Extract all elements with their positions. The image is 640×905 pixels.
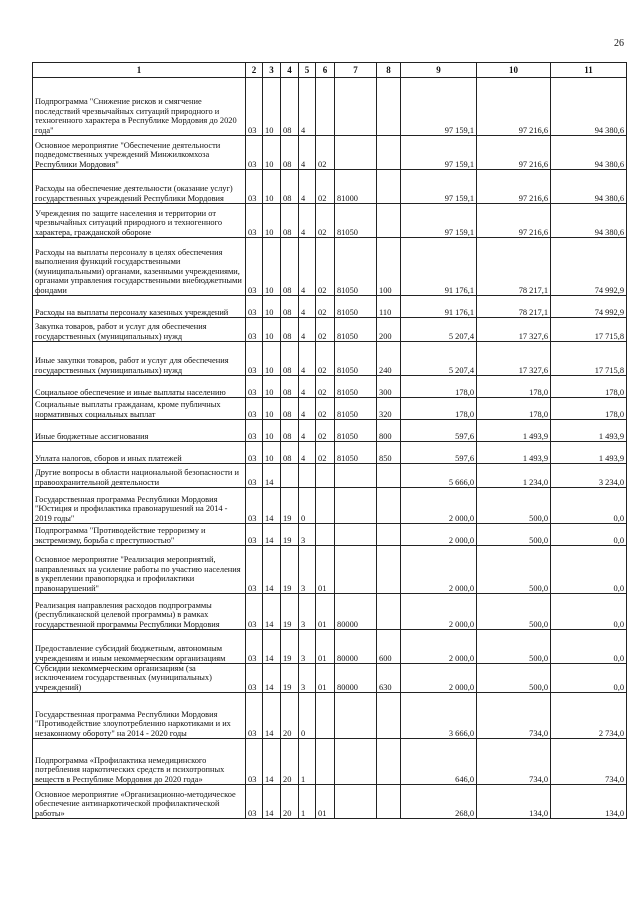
cell-v10: 734,0 bbox=[477, 739, 551, 785]
table-row bbox=[33, 398, 627, 420]
cell-c3: 10 bbox=[263, 318, 281, 342]
cell-c3: 10 bbox=[263, 342, 281, 376]
cell-v9: 597,6 bbox=[401, 420, 477, 442]
cell-c8: 100 bbox=[377, 238, 401, 296]
cell-c2: 03 bbox=[246, 170, 263, 204]
table-row bbox=[33, 594, 627, 630]
page-number: 26 bbox=[614, 38, 624, 49]
cell-v11: 94 380,6 bbox=[551, 204, 627, 238]
cell-c8 bbox=[377, 739, 401, 785]
cell-v9: 5 207,4 bbox=[401, 318, 477, 342]
cell-c3: 10 bbox=[263, 376, 281, 398]
cell-c3: 14 bbox=[263, 739, 281, 785]
table-row bbox=[33, 318, 627, 342]
cell-c4: 19 bbox=[281, 546, 299, 594]
row-name-cell: Иные бюджетные ассигнования bbox=[33, 420, 246, 442]
cell-c5: 4 bbox=[299, 318, 316, 342]
cell-v9: 3 666,0 bbox=[401, 693, 477, 739]
cell-c3: 10 bbox=[263, 442, 281, 464]
cell-v10: 178,0 bbox=[477, 398, 551, 420]
row-name-cell: Иные закупки товаров, работ и услуг для обеспечения государственных (муниципальных) нужд bbox=[33, 342, 246, 376]
cell-c2: 03 bbox=[246, 342, 263, 376]
cell-c7: 81050 bbox=[335, 376, 377, 398]
cell-v11: 2 734,0 bbox=[551, 693, 627, 739]
row-name-cell: Государственная программа Республики Мордовия "Противодействие злоупотреблению наркотиками и их незаконному обороту" на 2014 - 2020 годы bbox=[33, 693, 246, 739]
cell-v11: 734,0 bbox=[551, 739, 627, 785]
cell-c3: 14 bbox=[263, 785, 281, 819]
cell-c6: 02 bbox=[316, 136, 335, 170]
row-name-cell: Основное мероприятие "Реализация мероприятий, направленных на усиление работы по участию населения в укреплении правопорядка и профилактики правонарушений" bbox=[33, 546, 246, 594]
cell-c6: 01 bbox=[316, 594, 335, 630]
cell-v9: 2 000,0 bbox=[401, 594, 477, 630]
cell-v11: 3 234,0 bbox=[551, 464, 627, 488]
cell-c6: 02 bbox=[316, 170, 335, 204]
cell-c2: 03 bbox=[246, 693, 263, 739]
column-header-10: 10 bbox=[477, 63, 551, 78]
cell-c4: 20 bbox=[281, 739, 299, 785]
cell-c5: 1 bbox=[299, 739, 316, 785]
row-name-cell: Подпрограмма «Профилактика немедицинского потребления наркотических средств и психотропных веществ в Республике Мордовия до 2020 года» bbox=[33, 739, 246, 785]
cell-v9: 97 159,1 bbox=[401, 204, 477, 238]
cell-c6: 02 bbox=[316, 318, 335, 342]
cell-c8 bbox=[377, 594, 401, 630]
table-row bbox=[33, 524, 627, 546]
cell-c4: 08 bbox=[281, 376, 299, 398]
cell-c8: 600 bbox=[377, 630, 401, 664]
cell-c2: 03 bbox=[246, 630, 263, 664]
cell-c8 bbox=[377, 78, 401, 136]
column-header-1: 1 bbox=[33, 63, 246, 78]
cell-v11: 178,0 bbox=[551, 376, 627, 398]
cell-v10: 500,0 bbox=[477, 524, 551, 546]
cell-c4: 20 bbox=[281, 785, 299, 819]
cell-c2: 03 bbox=[246, 78, 263, 136]
cell-c5: 4 bbox=[299, 78, 316, 136]
table-row bbox=[33, 442, 627, 464]
row-name-cell: Субсидии некоммерческим организациям (за исключением государственных (муниципальных) учреждений) bbox=[33, 664, 246, 693]
column-header-4: 4 bbox=[281, 63, 299, 78]
cell-c6: 02 bbox=[316, 204, 335, 238]
cell-c7: 81050 bbox=[335, 318, 377, 342]
cell-c4: 08 bbox=[281, 238, 299, 296]
column-header-8: 8 bbox=[377, 63, 401, 78]
cell-c6: 02 bbox=[316, 398, 335, 420]
table-row bbox=[33, 204, 627, 238]
cell-c7: 81000 bbox=[335, 170, 377, 204]
cell-c3: 10 bbox=[263, 420, 281, 442]
cell-c3: 10 bbox=[263, 170, 281, 204]
cell-v10: 500,0 bbox=[477, 594, 551, 630]
cell-c2: 03 bbox=[246, 488, 263, 524]
header-row bbox=[33, 63, 627, 78]
column-header-5: 5 bbox=[299, 63, 316, 78]
cell-c4: 08 bbox=[281, 342, 299, 376]
cell-c6: 01 bbox=[316, 664, 335, 693]
cell-c4: 08 bbox=[281, 136, 299, 170]
cell-c6 bbox=[316, 488, 335, 524]
cell-c8: 300 bbox=[377, 376, 401, 398]
cell-v10: 500,0 bbox=[477, 488, 551, 524]
cell-v11: 134,0 bbox=[551, 785, 627, 819]
cell-c4: 08 bbox=[281, 420, 299, 442]
cell-c3: 14 bbox=[263, 488, 281, 524]
cell-c5: 4 bbox=[299, 342, 316, 376]
cell-c2: 03 bbox=[246, 594, 263, 630]
cell-c4: 19 bbox=[281, 664, 299, 693]
cell-c3: 10 bbox=[263, 78, 281, 136]
cell-v9: 91 176,1 bbox=[401, 238, 477, 296]
cell-c4: 08 bbox=[281, 442, 299, 464]
cell-v9: 91 176,1 bbox=[401, 296, 477, 318]
table-row bbox=[33, 78, 627, 136]
cell-v9: 5 207,4 bbox=[401, 342, 477, 376]
cell-c4: 19 bbox=[281, 594, 299, 630]
cell-c5: 3 bbox=[299, 546, 316, 594]
cell-c2: 03 bbox=[246, 204, 263, 238]
cell-c5: 3 bbox=[299, 594, 316, 630]
cell-c4: 08 bbox=[281, 398, 299, 420]
row-name-cell: Подпрограмма "Противодействие терроризму и экстремизму, борьба с преступностью" bbox=[33, 524, 246, 546]
cell-c8: 800 bbox=[377, 420, 401, 442]
cell-v9: 97 159,1 bbox=[401, 170, 477, 204]
cell-v9: 178,0 bbox=[401, 398, 477, 420]
cell-c6 bbox=[316, 739, 335, 785]
cell-c7 bbox=[335, 693, 377, 739]
cell-c7: 81050 bbox=[335, 442, 377, 464]
cell-c7 bbox=[335, 136, 377, 170]
cell-c2: 03 bbox=[246, 546, 263, 594]
cell-c8 bbox=[377, 693, 401, 739]
cell-c3: 10 bbox=[263, 204, 281, 238]
cell-c6: 02 bbox=[316, 238, 335, 296]
cell-c5: 4 bbox=[299, 442, 316, 464]
cell-v9: 178,0 bbox=[401, 376, 477, 398]
cell-v9: 2 000,0 bbox=[401, 488, 477, 524]
cell-c3: 14 bbox=[263, 664, 281, 693]
table-row bbox=[33, 739, 627, 785]
budget-table bbox=[32, 62, 627, 819]
cell-c8: 320 bbox=[377, 398, 401, 420]
cell-c8: 850 bbox=[377, 442, 401, 464]
cell-c2: 03 bbox=[246, 376, 263, 398]
cell-v11: 1 493,9 bbox=[551, 420, 627, 442]
cell-c7: 81050 bbox=[335, 398, 377, 420]
cell-v11: 0,0 bbox=[551, 630, 627, 664]
cell-v9: 2 000,0 bbox=[401, 630, 477, 664]
cell-c5: 0 bbox=[299, 693, 316, 739]
cell-c6: 02 bbox=[316, 420, 335, 442]
cell-v10: 97 216,6 bbox=[477, 204, 551, 238]
cell-c2: 03 bbox=[246, 420, 263, 442]
cell-c7 bbox=[335, 78, 377, 136]
cell-c4 bbox=[281, 464, 299, 488]
cell-v11: 0,0 bbox=[551, 524, 627, 546]
cell-v10: 734,0 bbox=[477, 693, 551, 739]
cell-c8 bbox=[377, 464, 401, 488]
cell-c4: 19 bbox=[281, 524, 299, 546]
cell-v9: 97 159,1 bbox=[401, 136, 477, 170]
table-row bbox=[33, 693, 627, 739]
cell-v11: 94 380,6 bbox=[551, 136, 627, 170]
cell-c5: 3 bbox=[299, 664, 316, 693]
table-row bbox=[33, 630, 627, 664]
cell-v9: 97 159,1 bbox=[401, 78, 477, 136]
cell-c7 bbox=[335, 739, 377, 785]
cell-c5: 4 bbox=[299, 296, 316, 318]
row-name-cell: Социальное обеспечение и иные выплаты населению bbox=[33, 376, 246, 398]
table-row bbox=[33, 464, 627, 488]
row-name-cell: Предоставление субсидий бюджетным, автономным учреждениям и иным некоммерческим организациям bbox=[33, 630, 246, 664]
table-row bbox=[33, 136, 627, 170]
column-header-3: 3 bbox=[263, 63, 281, 78]
cell-v10: 97 216,6 bbox=[477, 78, 551, 136]
cell-v9: 597,6 bbox=[401, 442, 477, 464]
cell-c7: 81050 bbox=[335, 204, 377, 238]
cell-v11: 0,0 bbox=[551, 488, 627, 524]
cell-c2: 03 bbox=[246, 136, 263, 170]
cell-v11: 1 493,9 bbox=[551, 442, 627, 464]
row-name-cell: Другие вопросы в области национальной безопасности и правоохранительной деятельности bbox=[33, 464, 246, 488]
cell-v10: 97 216,6 bbox=[477, 170, 551, 204]
cell-c8: 200 bbox=[377, 318, 401, 342]
cell-c8 bbox=[377, 204, 401, 238]
table-row bbox=[33, 420, 627, 442]
cell-c3: 14 bbox=[263, 594, 281, 630]
cell-c3: 14 bbox=[263, 693, 281, 739]
cell-v9: 268,0 bbox=[401, 785, 477, 819]
cell-c5: 1 bbox=[299, 785, 316, 819]
cell-v10: 178,0 bbox=[477, 376, 551, 398]
cell-v11: 178,0 bbox=[551, 398, 627, 420]
row-name-cell: Реализация направления расходов подпрограммы (республиканской целевой программы) в рамках государственной программы Республики Мордовия bbox=[33, 594, 246, 630]
cell-c5: 4 bbox=[299, 398, 316, 420]
cell-v11: 74 992,9 bbox=[551, 296, 627, 318]
cell-c8 bbox=[377, 136, 401, 170]
cell-c7: 80000 bbox=[335, 594, 377, 630]
cell-c4: 19 bbox=[281, 488, 299, 524]
cell-c2: 03 bbox=[246, 296, 263, 318]
row-name-cell: Расходы на выплаты персоналу в целях обеспечения выполнения функций государственными (муниципальными) органами, казенными учреждениями, органами управления государственными внебюджетными фондами bbox=[33, 238, 246, 296]
cell-v10: 78 217,1 bbox=[477, 296, 551, 318]
row-name-cell: Расходы на обеспечение деятельности (оказание услуг) государственных учреждений Республики Мордовия bbox=[33, 170, 246, 204]
cell-c2: 03 bbox=[246, 785, 263, 819]
cell-c5: 4 bbox=[299, 376, 316, 398]
cell-c6 bbox=[316, 524, 335, 546]
cell-c4: 19 bbox=[281, 630, 299, 664]
cell-v10: 134,0 bbox=[477, 785, 551, 819]
column-header-6: 6 bbox=[316, 63, 335, 78]
table-row bbox=[33, 296, 627, 318]
cell-c8 bbox=[377, 524, 401, 546]
cell-c6: 02 bbox=[316, 342, 335, 376]
column-header-7: 7 bbox=[335, 63, 377, 78]
cell-c2: 03 bbox=[246, 739, 263, 785]
cell-c4: 20 bbox=[281, 693, 299, 739]
cell-v10: 1 493,9 bbox=[477, 442, 551, 464]
cell-v11: 94 380,6 bbox=[551, 78, 627, 136]
cell-c6: 01 bbox=[316, 546, 335, 594]
cell-v10: 500,0 bbox=[477, 630, 551, 664]
cell-c2: 03 bbox=[246, 464, 263, 488]
cell-v11: 94 380,6 bbox=[551, 170, 627, 204]
cell-c8: 630 bbox=[377, 664, 401, 693]
cell-c8 bbox=[377, 546, 401, 594]
cell-c2: 03 bbox=[246, 318, 263, 342]
cell-c7: 81050 bbox=[335, 342, 377, 376]
cell-c3: 10 bbox=[263, 398, 281, 420]
cell-v9: 5 666,0 bbox=[401, 464, 477, 488]
cell-c3: 10 bbox=[263, 296, 281, 318]
cell-c7 bbox=[335, 488, 377, 524]
cell-c5: 4 bbox=[299, 136, 316, 170]
table-row bbox=[33, 238, 627, 296]
cell-v9: 2 000,0 bbox=[401, 524, 477, 546]
cell-c7: 80000 bbox=[335, 664, 377, 693]
cell-c8 bbox=[377, 170, 401, 204]
cell-c5: 4 bbox=[299, 204, 316, 238]
cell-v11: 0,0 bbox=[551, 594, 627, 630]
cell-c8 bbox=[377, 488, 401, 524]
cell-v10: 78 217,1 bbox=[477, 238, 551, 296]
cell-c6 bbox=[316, 78, 335, 136]
table-row bbox=[33, 170, 627, 204]
cell-c7: 81050 bbox=[335, 420, 377, 442]
cell-c4: 08 bbox=[281, 204, 299, 238]
cell-v11: 17 715,8 bbox=[551, 342, 627, 376]
cell-c7: 80000 bbox=[335, 630, 377, 664]
row-name-cell: Основное мероприятие «Организационно-методическое обеспечение антинаркотической профилактической работы» bbox=[33, 785, 246, 819]
cell-c6: 02 bbox=[316, 296, 335, 318]
cell-c6 bbox=[316, 693, 335, 739]
cell-c5: 3 bbox=[299, 524, 316, 546]
table-body bbox=[33, 78, 627, 819]
cell-c7: 81050 bbox=[335, 238, 377, 296]
table-row bbox=[33, 342, 627, 376]
table-row bbox=[33, 785, 627, 819]
cell-c5 bbox=[299, 464, 316, 488]
row-name-cell: Подпрограмма "Снижение рисков и смягчение последствий чрезвычайных ситуаций природного и техногенного характера в Республике Мордовия до 2020 года" bbox=[33, 78, 246, 136]
row-name-cell: Учреждения по защите населения и территории от чрезвычайных ситуаций природного и техногенного характера, гражданской обороне bbox=[33, 204, 246, 238]
cell-c5: 3 bbox=[299, 630, 316, 664]
cell-c5: 4 bbox=[299, 420, 316, 442]
cell-v10: 97 216,6 bbox=[477, 136, 551, 170]
cell-c6: 02 bbox=[316, 376, 335, 398]
cell-c7 bbox=[335, 464, 377, 488]
cell-c2: 03 bbox=[246, 442, 263, 464]
cell-v11: 0,0 bbox=[551, 546, 627, 594]
cell-c3: 10 bbox=[263, 238, 281, 296]
cell-v9: 646,0 bbox=[401, 739, 477, 785]
cell-v11: 17 715,8 bbox=[551, 318, 627, 342]
cell-c6: 01 bbox=[316, 630, 335, 664]
cell-c2: 03 bbox=[246, 664, 263, 693]
row-name-cell: Расходы на выплаты персоналу казенных учреждений bbox=[33, 296, 246, 318]
cell-v10: 1 234,0 bbox=[477, 464, 551, 488]
cell-v11: 74 992,9 bbox=[551, 238, 627, 296]
cell-c3: 14 bbox=[263, 630, 281, 664]
cell-c2: 03 bbox=[246, 398, 263, 420]
cell-v11: 0,0 bbox=[551, 664, 627, 693]
cell-c8: 240 bbox=[377, 342, 401, 376]
cell-c6 bbox=[316, 464, 335, 488]
cell-c3: 14 bbox=[263, 546, 281, 594]
cell-c6: 01 bbox=[316, 785, 335, 819]
cell-c4: 08 bbox=[281, 78, 299, 136]
cell-c8 bbox=[377, 785, 401, 819]
cell-c3: 10 bbox=[263, 136, 281, 170]
cell-c8: 110 bbox=[377, 296, 401, 318]
table-row bbox=[33, 488, 627, 524]
cell-c4: 08 bbox=[281, 318, 299, 342]
cell-c7 bbox=[335, 546, 377, 594]
cell-c4: 08 bbox=[281, 296, 299, 318]
table-row bbox=[33, 664, 627, 693]
cell-v10: 17 327,6 bbox=[477, 318, 551, 342]
cell-c7 bbox=[335, 785, 377, 819]
cell-c3: 14 bbox=[263, 464, 281, 488]
cell-c5: 4 bbox=[299, 170, 316, 204]
cell-c6: 02 bbox=[316, 442, 335, 464]
cell-c7: 81050 bbox=[335, 296, 377, 318]
cell-v10: 1 493,9 bbox=[477, 420, 551, 442]
cell-v9: 2 000,0 bbox=[401, 664, 477, 693]
cell-v9: 2 000,0 bbox=[401, 546, 477, 594]
column-header-9: 9 bbox=[401, 63, 477, 78]
cell-c3: 14 bbox=[263, 524, 281, 546]
cell-c5: 0 bbox=[299, 488, 316, 524]
cell-c5: 4 bbox=[299, 238, 316, 296]
table-row bbox=[33, 546, 627, 594]
cell-c4: 08 bbox=[281, 170, 299, 204]
row-name-cell: Социальные выплаты гражданам, кроме публичных нормативных социальных выплат bbox=[33, 398, 246, 420]
cell-v10: 17 327,6 bbox=[477, 342, 551, 376]
cell-v10: 500,0 bbox=[477, 664, 551, 693]
cell-c2: 03 bbox=[246, 238, 263, 296]
row-name-cell: Государственная программа Республики Мордовия "Юстиция и профилактика правонарушений на 2014 - 2019 годы" bbox=[33, 488, 246, 524]
cell-v10: 500,0 bbox=[477, 546, 551, 594]
row-name-cell: Закупка товаров, работ и услуг для обеспечения государственных (муниципальных) нужд bbox=[33, 318, 246, 342]
column-header-2: 2 bbox=[246, 63, 263, 78]
cell-c2: 03 bbox=[246, 524, 263, 546]
row-name-cell: Уплата налогов, сборов и иных платежей bbox=[33, 442, 246, 464]
row-name-cell: Основное мероприятие "Обеспечение деятельности подведомственных учреждений Минжилкомхоза Республики Мордовия" bbox=[33, 136, 246, 170]
table-row bbox=[33, 376, 627, 398]
cell-c7 bbox=[335, 524, 377, 546]
column-header-11: 11 bbox=[551, 63, 627, 78]
